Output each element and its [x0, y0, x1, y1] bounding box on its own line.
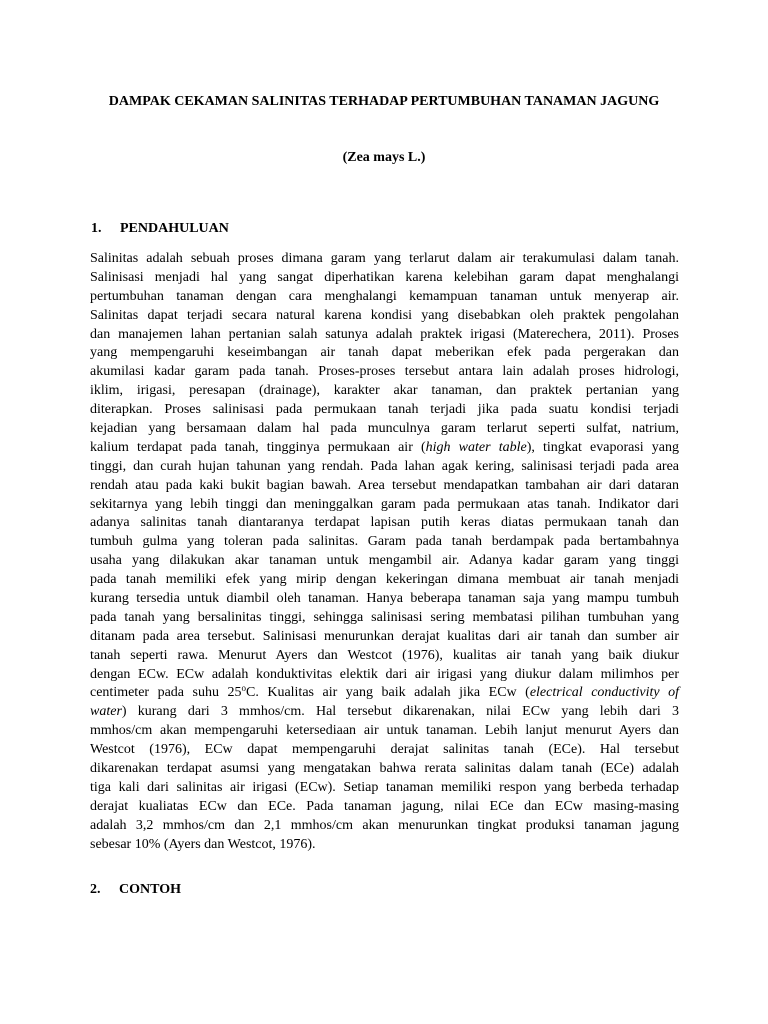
section-heading-pendahuluan	[91, 219, 229, 238]
paragraph-line: iklim, irigasi, peresapan (drainage), karakter akar tanaman, dan praktek pertanian yang	[90, 383, 679, 399]
paragraph-line: adalah 3,2 mmhos/cm dan 2,1 mmhos/cm akan menurunkan tingkat produksi tanaman jagung	[90, 817, 679, 833]
paragraph-line: ditanam pada area tersebut. Salinisasi menurunkan derajat kualitas dari air tanah dan sumber air	[90, 628, 679, 644]
paragraph-line: kurang tersedia untuk diambil oleh tanaman. Hanya beberapa tanaman saja yang mampu tumbuh	[90, 591, 679, 607]
paragraph-line: yang mempengaruhi keseimbangan air tanah dapat meberikan efek pada pergerakan dan	[90, 345, 679, 361]
document-title: DAMPAK CEKAMAN SALINITAS TERHADAP PERTUMBUHAN TANAMAN JAGUNG	[108, 94, 660, 109]
document-subtitle: (Zea mays L.)	[342, 150, 426, 165]
paragraph-line: akumilasi kadar garam pada tanah. Proses-proses tersebut antara lain adalah proses hidrologi,	[90, 364, 679, 380]
paragraph-line: Salinitas adalah sebuah proses dimana garam yang terlarut dalam air terakumulasi dalam tanah.	[90, 251, 679, 266]
paragraph-line: mmhos/cm akan mempengaruhi ketersediaan air untuk tanaman. Lebih lanjut menurut Ayers dan	[90, 723, 679, 739]
paragraph-line: sekitarnya yang lebih tinggi dan meninggalkan garam pada permukaan atas tanah. Indikator dari	[90, 496, 679, 512]
paragraph-line: pada tanah memiliki efek yang mirip dengan kekeringan dimana membuat air tanah menjadi	[90, 572, 679, 588]
paragraph-line: Westcot (1976), ECw dapat mempengaruhi derajat salinitas tanah (ECe). Hal tersebut	[90, 742, 679, 758]
body-paragraph	[90, 250, 679, 855]
paragraph-line: dengan ECw. ECw adalah konduktivitas elektik dari air irigasi yang diukur dalam milimhos per	[90, 666, 679, 682]
section-number: 1.	[91, 221, 102, 236]
paragraph-line: tinggi, dan curah hujan tahunan yang rendah. Pada lahan agak kering, salinisasi terjadi pada area	[90, 458, 679, 474]
paragraph-line: dikarenakan terdapat asumsi yang mengatakan bahwa rerata salinitas dalam tanah (ECe) adalah	[90, 761, 679, 777]
paragraph-line: sebesar 10% (Ayers dan Westcot, 1976).	[90, 836, 316, 852]
paragraph-line: kejadian yang bersamaan dalam hal pada munculnya garam terlarut seperti sulfat, natrium,	[90, 421, 679, 437]
paragraph-line: usaha yang dilakukan akar tanaman untuk mengambil air. Adanya kadar garam yang tinggi	[90, 553, 679, 569]
paragraph-line: kalium terdapat pada tanah, tingginya permukaan air (high water table), tingkat evaporasi yang	[90, 439, 680, 455]
paragraph-line: diterapkan. Proses salinisasi pada permukaan tanah terjadi jika pada suatu kondisi terjadi	[90, 402, 679, 418]
section-number: 2.	[90, 882, 101, 897]
section-title: PENDAHULUAN	[120, 221, 229, 236]
paragraph-line: tumbuh gulma yang toleran pada salinitas. Garam pada tanah berdampak pada bertambahnya	[90, 534, 679, 550]
paragraph-line: rendah atau pada kaki bukit bagian bawah. Area tersebut mendapatkan tambahan air dari dataran	[90, 477, 679, 493]
paragraph-line: pertumbuhan tanaman dengan cara menghalangi kemampuan tanaman untuk menyerap air.	[90, 288, 679, 304]
paragraph-line: Salinitas dapat terjadi secara natural karena kondisi yang disebabkan oleh praktek pengolahan	[90, 307, 679, 323]
paragraph-line: Salinisasi menjadi hal yang sangat diperhatikan karena kelebihan garam dapat menghalangi	[90, 269, 679, 285]
italic-term: high water table	[425, 439, 527, 455]
italic-term: water	[90, 704, 122, 720]
paragraph-line: water) kurang dari 3 mmhos/cm. Hal tersebut dikarenakan, nilai ECw yang lebih dari 3	[90, 704, 679, 720]
paragraph-line: tanah seperti rawa. Menurut Ayers dan Westcot (1976), kualitas air tanah yang baik diukur	[90, 647, 679, 663]
paragraph-line: adanya salinitas tanah diantaranya terdapat lapisan putih keras diatas permukaan tanah dan	[90, 515, 679, 531]
superscript-degree: o	[241, 683, 246, 694]
paragraph-line: pada tanah yang bersalinitas tinggi, sehingga salinisasi sering membatasi pilihan tumbuhan yang	[90, 609, 679, 625]
paragraph-line: derajat kualiatas ECw dan ECe. Pada tanaman jagung, nilai ECe dan ECw masing-masing	[90, 798, 679, 814]
section-title: CONTOH	[119, 882, 181, 897]
paragraph-line: dan manajemen lahan pertanian salah satunya adalah praktek irigasi (Materechera, 2011). Proses	[90, 326, 679, 342]
paragraph-line: tiga kali dari salinitas air irigasi (ECw). Setiap tanaman memiliki respon yang berbeda terhadap	[90, 779, 679, 795]
section-heading-contoh	[90, 880, 181, 899]
italic-term: electrical conductivity of	[529, 685, 680, 701]
paragraph-line: centimeter pada suhu 25$^o$C. Kualitas air yang baik adalah jika ECw (electrical conductivity of	[90, 683, 680, 701]
